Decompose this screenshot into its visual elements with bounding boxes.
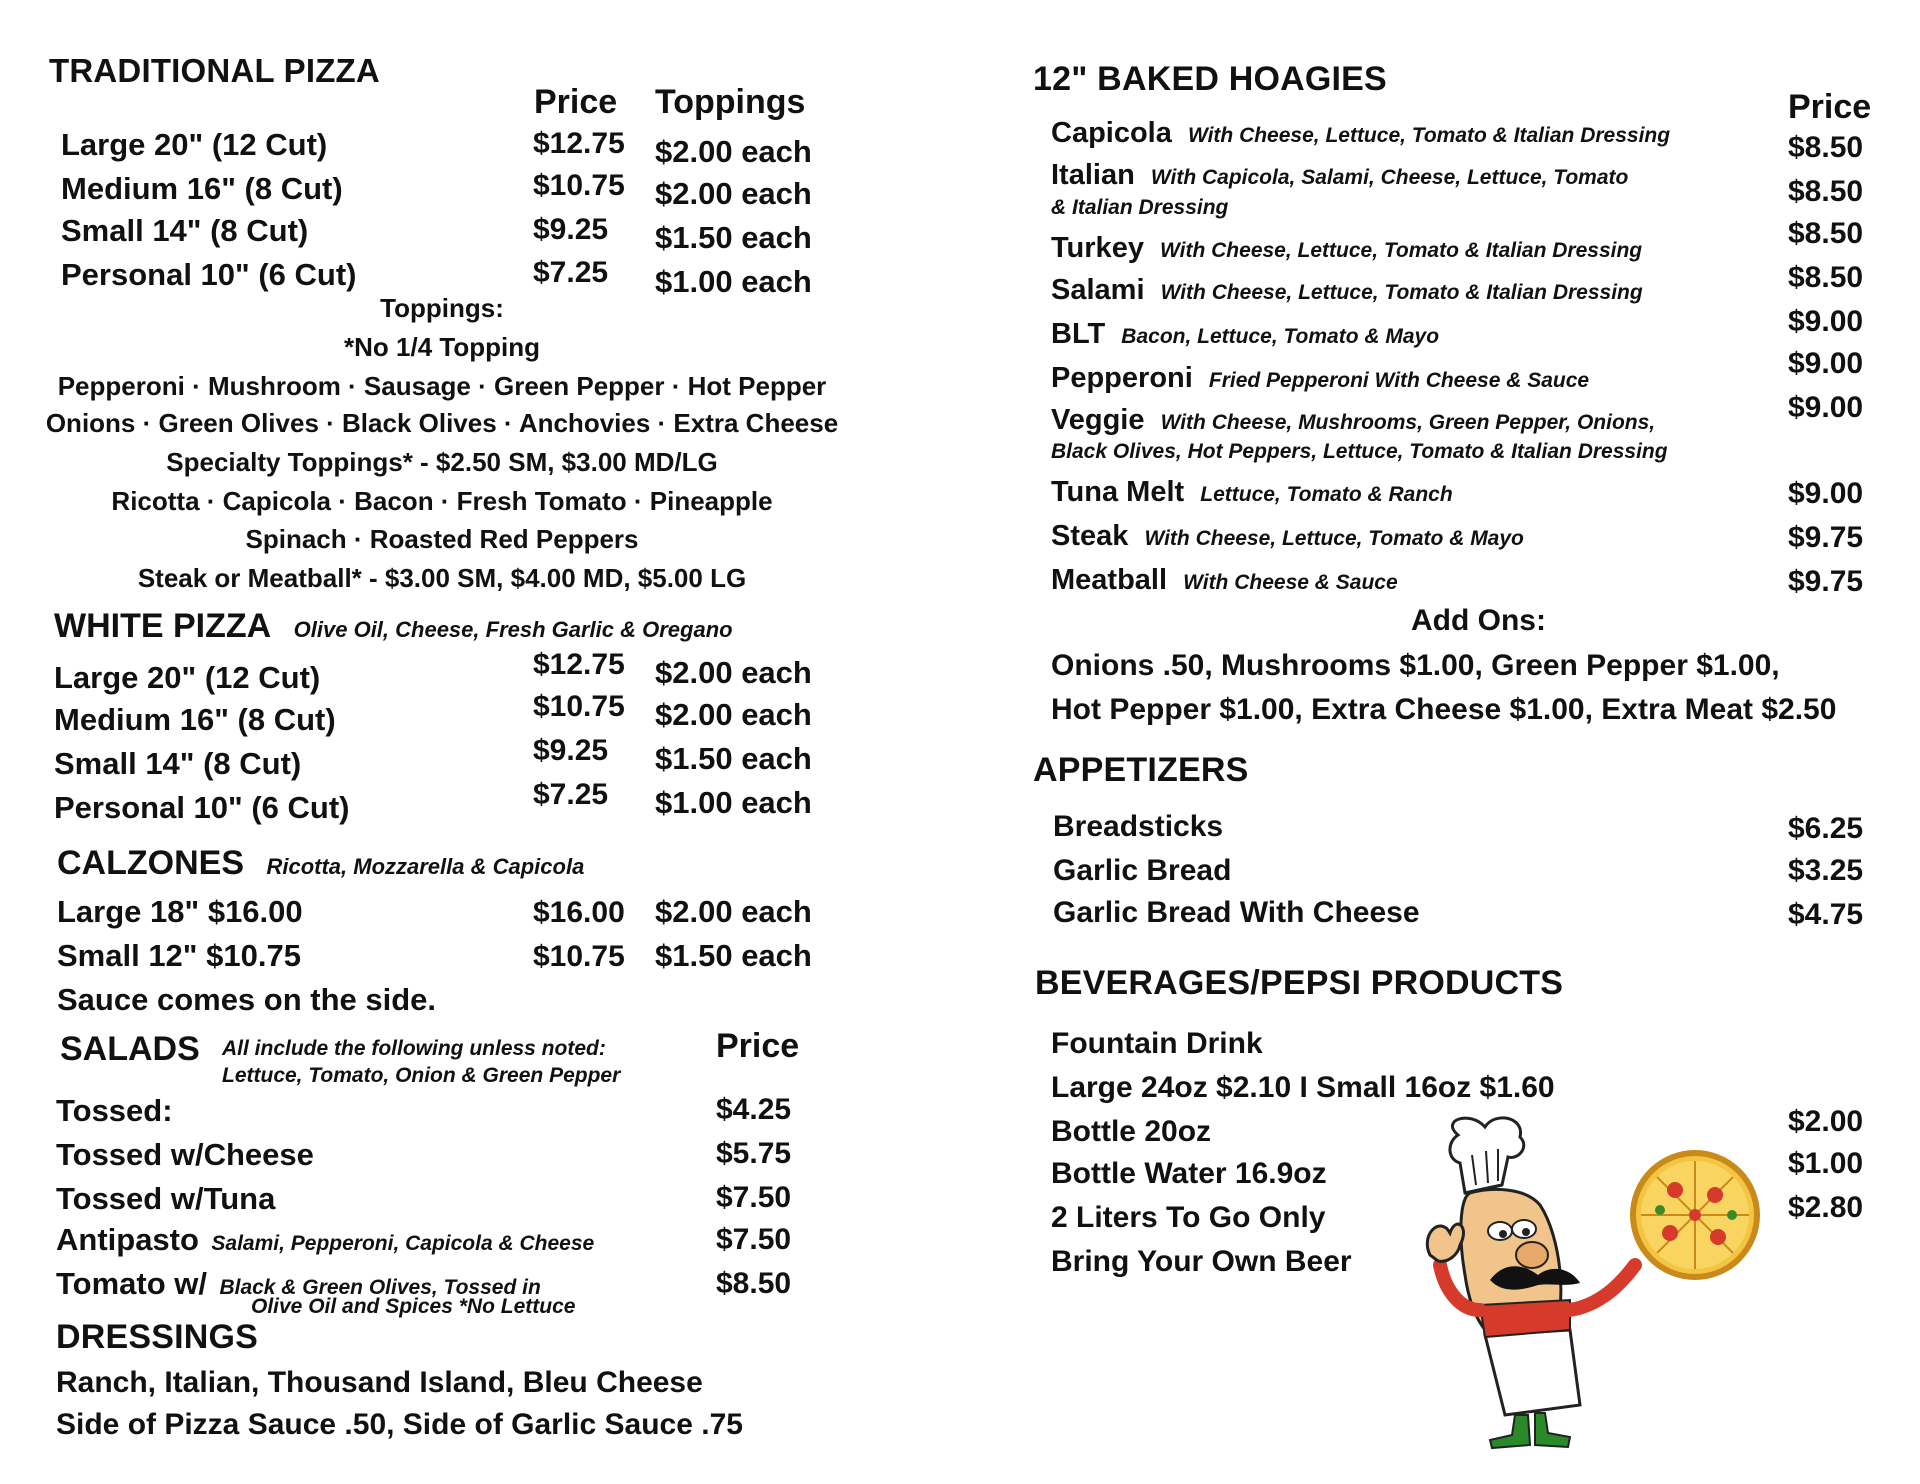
menu-item-name: Large 18" $16.00 (57, 894, 303, 929)
calzones-note: Sauce comes on the side. (57, 982, 437, 1017)
menu-item-name: Tossed w/Cheese (56, 1137, 314, 1172)
hoagie-item (1051, 318, 1439, 351)
menu-item-name: Large 20" (12 Cut) (54, 660, 321, 695)
menu-item-price: $7.50 (716, 1223, 792, 1256)
calzones-heading-row (57, 844, 584, 883)
menu-item-description: With Cheese & Sauce (1183, 571, 1398, 594)
menu-item-price: $12.75 (533, 648, 625, 681)
addons-line: Hot Pepper $1.00, Extra Cheese $1.00, Extra Meat $2.50 (1051, 693, 1837, 726)
menu-item-name: Tuna Melt (1051, 476, 1185, 508)
salad-antipasto-row (56, 1222, 594, 1258)
topping-price: $1.50 each (655, 938, 812, 973)
salads-description-line1: All include the following unless noted: (222, 1037, 606, 1060)
menu-item-price: $10.75 (533, 940, 625, 973)
menu-item-name: Antipasto (56, 1222, 199, 1257)
menu-item-name: Large 20" (12 Cut) (61, 127, 328, 162)
menu-item-description: Bacon, Lettuce, Tomato & Mayo (1121, 325, 1440, 348)
topping-price: $2.00 each (655, 697, 812, 732)
beverage-line: Fountain Drink (1051, 1027, 1263, 1060)
traditional-pizza-heading: TRADITIONAL PIZZA (49, 52, 380, 89)
menu-item-name: Tossed: (56, 1093, 173, 1128)
menu-item-name: Personal 10" (6 Cut) (54, 790, 350, 825)
appetizers-heading: APPETIZERS (1033, 751, 1249, 789)
specialty-toppings-line: Specialty Toppings* - $2.50 SM, $3.00 MD/LG (166, 447, 718, 477)
hoagie-item (1051, 404, 1655, 437)
chef-mascot-illustration (1420, 1115, 1785, 1455)
menu-item-description: Lettuce, Tomato & Ranch (1200, 483, 1453, 506)
menu-item-price: $8.50 (1788, 261, 1864, 294)
menu-item-name: Small 14" (8 Cut) (61, 213, 309, 248)
menu-item-description: Salami, Pepperoni, Capicola & Cheese (211, 1232, 595, 1255)
beverage-line: Bottle 20oz (1051, 1115, 1212, 1148)
menu-item-name: Veggie (1051, 404, 1145, 436)
chef-hat-icon (1450, 1118, 1524, 1193)
dressings-list: Ranch, Italian, Thousand Island, Bleu Cheese (56, 1366, 703, 1399)
menu-item-description: With Cheese, Lettuce, Tomato & Italian Dressing (1160, 239, 1643, 262)
menu-item-price: $6.25 (1788, 812, 1864, 845)
menu-item-name: Salami (1051, 274, 1145, 306)
menu-item-price: $5.75 (716, 1137, 792, 1170)
salads-description-line2: Lettuce, Tomato, Onion & Green Pepper (222, 1064, 621, 1087)
hoagies-price-header: Price (1788, 88, 1872, 126)
menu-item-name: Medium 16" (8 Cut) (54, 702, 336, 737)
menu-item-price: $2.00 (1788, 1105, 1864, 1138)
hoagie-item (1051, 564, 1398, 597)
hoagie-item (1051, 274, 1643, 307)
menu-item-name: Turkey (1051, 232, 1144, 264)
menu-item-name: Small 12" $10.75 (57, 938, 301, 973)
topping-price: $1.00 each (655, 264, 812, 299)
calzones-description: Ricotta, Mozzarella & Capicola (266, 854, 585, 879)
menu-item-price: $9.00 (1788, 347, 1864, 380)
menu-item-price: $4.25 (716, 1093, 792, 1126)
menu-item-name: BLT (1051, 318, 1106, 350)
menu-item-price: $8.50 (716, 1267, 792, 1300)
salads-heading: SALADS (60, 1030, 200, 1068)
menu-item-name: Tossed w/Tuna (56, 1181, 276, 1216)
menu-item-name: Garlic Bread (1053, 854, 1232, 887)
menu-item-name: Tomato w/ (56, 1266, 207, 1301)
topping-price: $2.00 each (655, 655, 812, 690)
menu-item-name: Personal 10" (6 Cut) (61, 257, 357, 292)
dressings-heading: DRESSINGS (56, 1318, 259, 1356)
white-pizza-description: Olive Oil, Cheese, Fresh Garlic & Oregano (293, 617, 733, 642)
topping-price: $1.00 each (655, 785, 812, 820)
menu-item-name: Garlic Bread With Cheese (1053, 896, 1420, 929)
menu-item-price: $2.80 (1788, 1191, 1864, 1224)
addons-line: Onions .50, Mushrooms $1.00, Green Pepper $1.00, (1051, 649, 1780, 682)
menu-item-name: Meatball (1051, 564, 1168, 596)
menu-item-price: $10.75 (533, 690, 625, 723)
menu-item-price: $9.00 (1788, 305, 1864, 338)
menu-item-description-line2: Olive Oil and Spices *No Lettuce (251, 1295, 576, 1318)
menu-item-name: Pepperoni (1051, 362, 1193, 394)
menu-item-name: Steak (1051, 520, 1129, 552)
addons-title: Add Ons: (1411, 604, 1546, 637)
hoagie-item (1051, 362, 1589, 395)
menu-item-price: $4.75 (1788, 898, 1864, 931)
menu-item-name: Medium 16" (8 Cut) (61, 171, 343, 206)
menu-item-price: $7.50 (716, 1181, 792, 1214)
menu-item-price: $8.50 (1788, 175, 1864, 208)
menu-item-price: $10.75 (533, 169, 625, 202)
hoagies-heading: 12" BAKED HOAGIES (1033, 60, 1387, 98)
menu-item-description-line2: & Italian Dressing (1051, 196, 1229, 219)
toppings-list-line: Onions · Green Olives · Black Olives · Anchovies · Extra Cheese (45, 408, 839, 438)
menu-item-price: $9.75 (1788, 521, 1864, 554)
beverage-line: Bring Your Own Beer (1051, 1245, 1352, 1278)
menu-item-price: $1.00 (1788, 1147, 1864, 1180)
beverage-line: 2 Liters To Go Only (1051, 1201, 1326, 1234)
menu-item-description: With Cheese, Mushrooms, Green Pepper, Onions, (1160, 411, 1656, 434)
menu-item-price: $9.00 (1788, 477, 1864, 510)
toppings-column-header: Toppings (655, 83, 806, 121)
menu-item-price: $9.25 (533, 213, 609, 246)
hoagie-item (1051, 159, 1628, 192)
menu-item-description: With Capicola, Salami, Cheese, Lettuce, Tomato (1150, 166, 1629, 189)
menu-item-description: With Cheese, Lettuce, Tomato & Italian Dressing (1187, 124, 1671, 147)
menu-item-name: Breadsticks (1053, 810, 1224, 843)
sauces-list: Side of Pizza Sauce .50, Side of Garlic Sauce .75 (56, 1408, 743, 1441)
salads-price-header: Price (716, 1027, 800, 1065)
beverage-line: Large 24oz $2.10 I Small 16oz $1.60 (1051, 1071, 1555, 1104)
menu-item-price: $8.50 (1788, 131, 1864, 164)
beverages-heading: BEVERAGES/PEPSI PRODUCTS (1035, 964, 1564, 1002)
topping-price: $2.00 each (655, 176, 812, 211)
menu-item-price: $7.25 (533, 256, 609, 289)
steak-meatball-line: Steak or Meatball* - $3.00 SM, $4.00 MD, $5.00 LG (137, 563, 747, 593)
menu-item-description: With Cheese, Lettuce, Tomato & Italian Dressing (1160, 281, 1643, 304)
menu-item-name: Capicola (1051, 117, 1172, 149)
toppings-list-line: Spinach · Roasted Red Peppers (245, 524, 639, 554)
pizza-icon (1633, 1153, 1757, 1277)
calzones-heading: CALZONES (57, 844, 244, 882)
topping-price: $2.00 each (655, 134, 812, 169)
topping-price: $1.50 each (655, 741, 812, 776)
menu-item-description: Fried Pepperoni With Cheese & Sauce (1208, 369, 1590, 392)
toppings-list-line: Pepperoni · Mushroom · Sausage · Green Pepper · Hot Pepper (57, 371, 827, 401)
hoagie-item (1051, 117, 1670, 150)
toppings-note: *No 1/4 Topping (344, 332, 540, 362)
hoagie-item (1051, 476, 1453, 509)
menu-item-price: $9.75 (1788, 565, 1864, 598)
menu-item-price: $12.75 (533, 127, 625, 160)
beverage-line: Bottle Water 16.9oz (1051, 1157, 1327, 1190)
menu-item-name: Small 14" (8 Cut) (54, 746, 302, 781)
menu-item-price: $3.25 (1788, 854, 1864, 887)
toppings-title: Toppings: (380, 293, 504, 323)
topping-price: $2.00 each (655, 894, 812, 929)
toppings-list-line: Ricotta · Capicola · Bacon · Fresh Tomato · Pineapple (111, 486, 773, 516)
price-column-header: Price (534, 83, 618, 121)
hoagie-item (1051, 232, 1642, 265)
menu-item-price: $8.50 (1788, 217, 1864, 250)
menu-item-description: With Cheese, Lettuce, Tomato & Mayo (1144, 527, 1524, 550)
menu-item-price: $7.25 (533, 778, 609, 811)
menu-item-description: Black & Green Olives, Tossed in (219, 1276, 541, 1299)
menu-item-name: Italian (1051, 159, 1135, 191)
menu-item-price: $16.00 (533, 896, 625, 929)
white-pizza-heading-row (54, 607, 733, 646)
hoagie-item (1051, 520, 1524, 553)
topping-price: $1.50 each (655, 220, 812, 255)
white-pizza-heading: WHITE PIZZA (54, 607, 272, 645)
menu-item-price: $9.00 (1788, 391, 1864, 424)
menu-item-description-line2: Black Olives, Hot Peppers, Lettuce, Tomato & Italian Dressing (1051, 440, 1668, 463)
menu-item-price: $9.25 (533, 734, 609, 767)
